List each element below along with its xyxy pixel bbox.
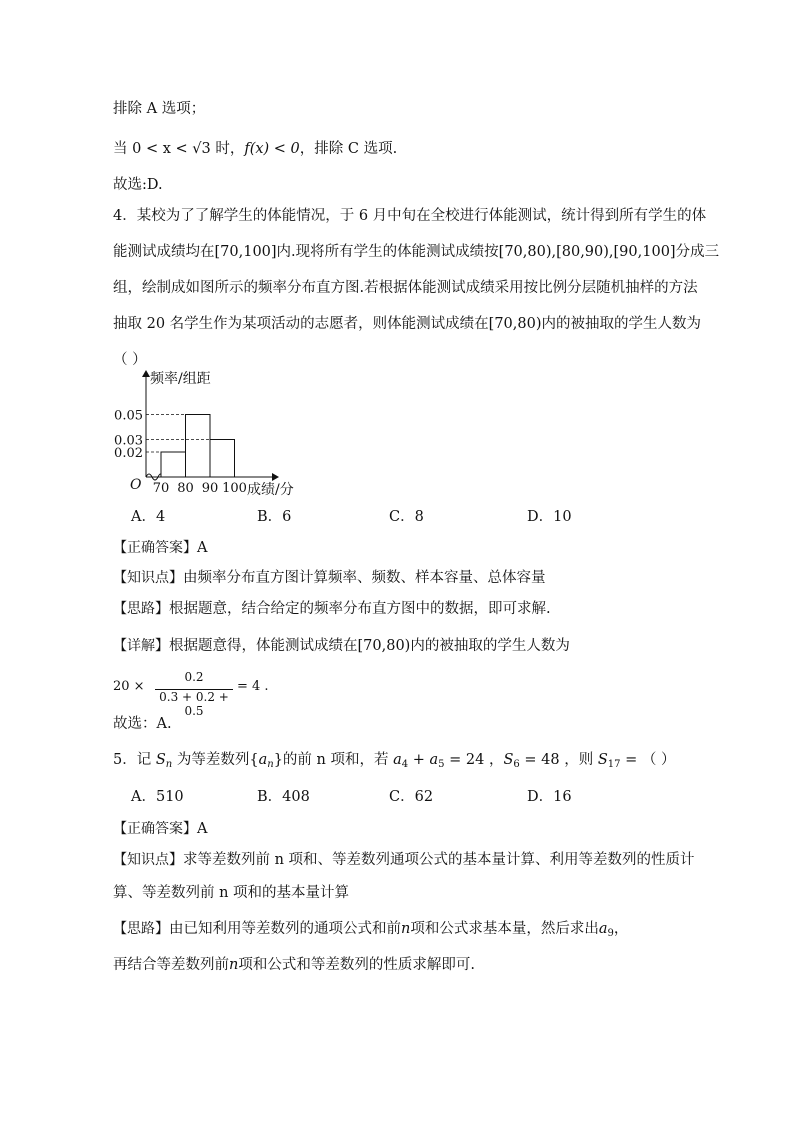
q5-option-a[interactable]: A．510: [131, 789, 184, 805]
histogram-bar: [210, 440, 235, 478]
q4-option-c[interactable]: C．8: [389, 509, 424, 525]
q4-paren: （ ）: [113, 352, 147, 368]
y-tick-label: 0.05: [114, 408, 143, 424]
a4-sub: 4: [401, 759, 409, 770]
q5-prefix: 5．记: [113, 752, 156, 768]
sum-s: S: [155, 752, 166, 768]
s6-term: S: [503, 752, 514, 768]
y-tick-label: 0.03: [114, 433, 143, 449]
q4-options: [131, 507, 591, 527]
x-axis-title: 成绩/分: [247, 482, 294, 498]
solution-line-exclude-c: [113, 139, 397, 159]
q4-choose: 故选：A.: [113, 716, 172, 732]
q5-option-d[interactable]: D．16: [527, 789, 572, 805]
idea-text-1c: ，: [613, 921, 629, 937]
q5-idea-line-1: [113, 919, 628, 944]
histogram-bar: [161, 452, 186, 477]
idea-tag: 【思路】: [113, 601, 169, 617]
var-n: n: [401, 921, 411, 937]
formula-numerator: 0.2: [184, 670, 204, 684]
formula-multiplier: 20 ×: [113, 679, 145, 694]
x-tick-label: 90: [201, 481, 219, 496]
knowledge-text-1: 求等差数列前 n 项和、等差数列通项公式的基本量计算、利用等差数列的性质计: [183, 852, 695, 868]
a9-term: a: [598, 921, 608, 937]
idea-text-1b: 项和公式求基本量，然后求出: [410, 921, 599, 937]
knowledge-text: 由频率分布直方图计算频率、频数、样本容量、总体容量: [183, 570, 546, 586]
x-tick-label: 100: [222, 481, 247, 496]
a9-sub: 9: [607, 928, 614, 939]
var-n: n: [229, 957, 239, 973]
q4-stem-line-1: 4．某校为了了解学生的体能情况，于 6 月中旬在全校进行体能测试，统计得到所有学生的体: [113, 208, 707, 224]
q4-stem-line-4: 抽取 20 名学生作为某项活动的志愿者，则体能测试成绩在[70,80)内的被抽取的学生人数为: [113, 316, 701, 332]
formula-denominator: 0.3 + 0.2 + 0.5: [159, 690, 229, 718]
detail-tag: 【详解】: [113, 638, 169, 654]
q4-answer: [113, 538, 207, 558]
idea-tag: 【思路】: [113, 921, 169, 937]
idea-text-2b: 项和公式和等差数列的性质求解即可.: [238, 957, 475, 973]
formula-result: = 4 .: [237, 679, 269, 694]
q4-option-a[interactable]: A．4: [131, 509, 166, 525]
x-tick-label: 80: [177, 481, 194, 496]
sum-sub: n: [165, 759, 173, 770]
knowledge-tag: 【知识点】: [113, 570, 183, 586]
q5-text-c: }的前 n 项和，若: [273, 752, 394, 768]
q5-idea-line-2: [113, 955, 475, 975]
answer-tag: 【正确答案】: [113, 821, 197, 837]
a4-term: a: [393, 752, 402, 768]
q4-idea: [113, 599, 551, 619]
q5-options: [131, 787, 591, 807]
idea-text: 根据题意，结合给定的频率分布直方图中的数据，即可求解.: [169, 601, 551, 617]
s17-sub: 17: [607, 759, 621, 770]
x-tick-label: 70: [152, 481, 170, 496]
q5-text-e: = 48 ，则: [519, 752, 598, 768]
q5-knowledge-line-2: 算、等差数列前 n 项和的基本量计算: [113, 885, 350, 901]
condition-text: 当 0 < x < √3 时，: [113, 141, 245, 157]
q5-text-d: = 24 ，: [444, 752, 504, 768]
seq-sub: n: [267, 759, 274, 770]
condition-tail: ，排除 C 选项.: [299, 141, 398, 157]
origin-label: O: [130, 477, 142, 493]
idea-text-2a: 再结合等差数列前: [113, 957, 229, 973]
answer-value: A: [197, 540, 208, 556]
y-tick-label: 0.02: [114, 446, 143, 461]
q4-formula: [113, 670, 313, 718]
q4-detail: [113, 636, 570, 656]
detail-text: 根据题意得，体能测试成绩在[70,80)内的被抽取的学生人数为: [169, 638, 570, 654]
q4-option-b[interactable]: B．6: [257, 509, 292, 525]
knowledge-tag: 【知识点】: [113, 852, 183, 868]
q5-text-b: 为等差数列{: [172, 752, 259, 768]
a5-term: a: [429, 752, 439, 768]
plus-sign: +: [408, 752, 430, 768]
function-expression: f(x) < 0: [244, 141, 300, 157]
q5-knowledge-line-1: [113, 850, 695, 870]
q4-option-d[interactable]: D．10: [527, 509, 572, 525]
q5-text-f: = （ ）: [620, 752, 676, 768]
s6-sub: 6: [513, 759, 520, 770]
frequency-histogram: [110, 366, 310, 502]
q4-stem-line-3: 组，绘制成如图所示的频率分布直方图.若根据体能测试成绩采用按比例分层随机抽样的方法: [113, 280, 698, 296]
answer-value: A: [197, 821, 208, 837]
q5-answer: [113, 819, 207, 839]
q5-option-c[interactable]: C．62: [389, 789, 434, 805]
q4-stem-line-2: 能测试成绩均在[70,100]内.现将所有学生的体能测试成绩按[70,80),[80,90),[90,100]分成三: [113, 244, 720, 260]
q4-knowledge: [113, 568, 546, 588]
seq-a: a: [258, 752, 268, 768]
q5-stem: [113, 750, 675, 775]
answer-tag: 【正确答案】: [113, 540, 197, 556]
solution-line-exclude-a: 排除 A 选项；: [113, 101, 206, 117]
idea-text-1a: 由已知利用等差数列的通项公式和前: [169, 921, 401, 937]
histogram-bar: [186, 415, 211, 478]
y-axis-title: 频率/组距: [150, 371, 211, 387]
q5-option-b[interactable]: B．408: [257, 789, 310, 805]
a5-sub: 5: [438, 759, 445, 770]
choose-d-line: 故选:D.: [113, 177, 163, 193]
s17-term: S: [597, 752, 608, 768]
